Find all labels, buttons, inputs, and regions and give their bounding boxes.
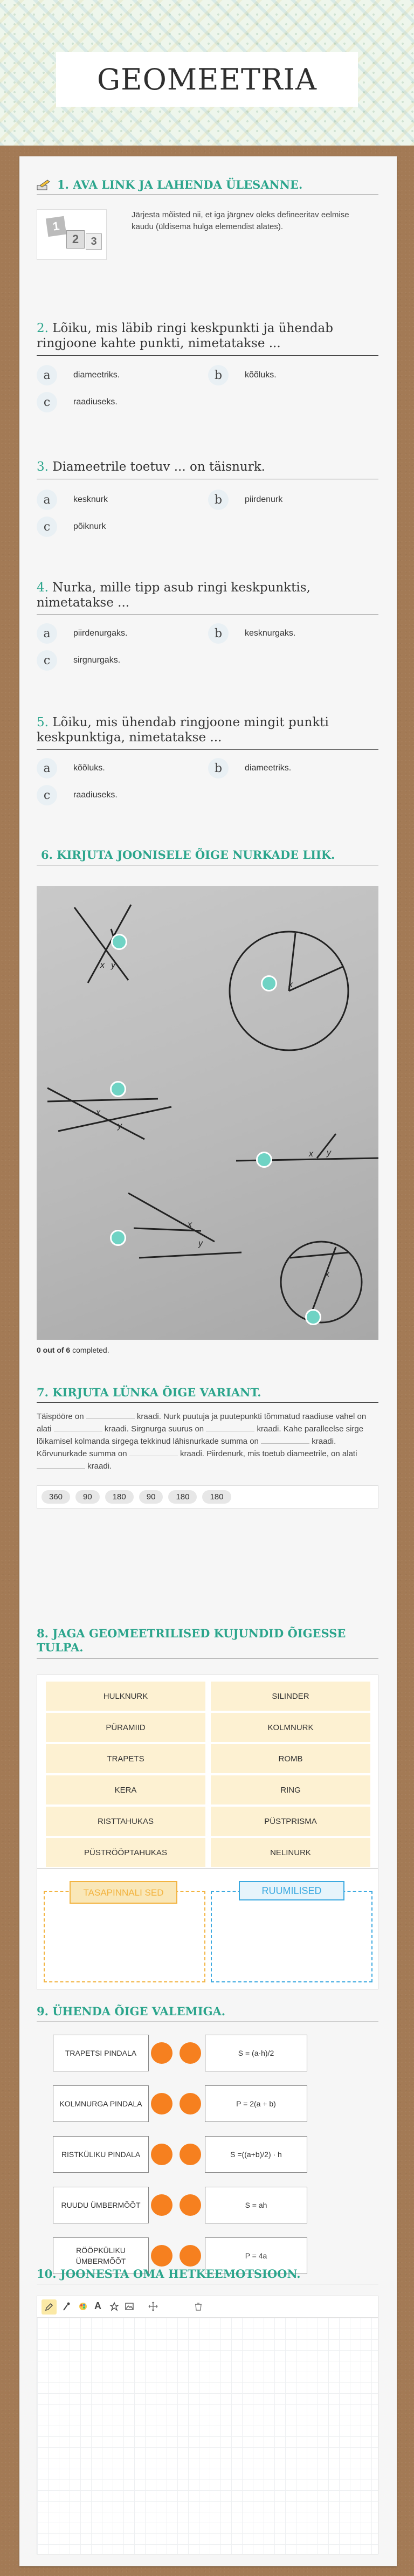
task1-thumbnail[interactable] <box>37 209 107 260</box>
option-letter: b <box>208 490 229 510</box>
page-title: GEOMEETRIA <box>97 62 317 97</box>
angle-label-x: x <box>188 1220 192 1229</box>
text-segment: Täispööre on <box>37 1412 84 1421</box>
match-right-item[interactable]: P = 2(a + b) <box>205 2085 307 2122</box>
page-header <box>0 0 414 146</box>
choice-pill[interactable]: 180 <box>168 1490 197 1504</box>
choice-pill[interactable]: 180 <box>202 1490 231 1504</box>
task6-progress <box>37 1346 378 1354</box>
divider <box>37 749 378 750</box>
palette-icon[interactable] <box>78 2302 88 2314</box>
question-text <box>37 459 378 474</box>
option-letter: a <box>37 623 57 644</box>
question-number: 3. <box>37 460 49 474</box>
sort-item[interactable]: PÜRAMIID <box>46 1713 205 1742</box>
option-letter: c <box>37 785 57 805</box>
angle-label-y: y <box>327 1148 331 1158</box>
match-right-item[interactable]: S = ah <box>205 2187 307 2223</box>
task10-section <box>37 2267 378 2284</box>
bucket-solid-ribbon: RUUMILISED <box>239 1881 344 1900</box>
match-right-item[interactable]: P = 4a <box>205 2237 307 2274</box>
drawing-board[interactable] <box>37 2296 378 2554</box>
choice-pill[interactable]: 360 <box>42 1490 70 1504</box>
progress-label: completed. <box>70 1346 109 1354</box>
option-label: kesknurgaks. <box>245 629 296 638</box>
option-letter: b <box>208 623 229 644</box>
task9-heading: 9. ÜHENDA ÕIGE VALEMIGA. <box>37 2005 226 2018</box>
match-left-item[interactable]: RISTKÜLIKU PINDALA <box>53 2136 149 2173</box>
option-b[interactable] <box>208 490 282 510</box>
title-box <box>56 52 358 107</box>
option-label: diameetriks. <box>73 370 120 380</box>
hotspot[interactable] <box>110 1230 126 1246</box>
thumb-number-card: 3 <box>86 233 102 250</box>
angles-photo <box>37 886 378 1340</box>
sort-item[interactable]: HULKNURK <box>46 1682 205 1711</box>
hotspot[interactable] <box>110 1081 126 1097</box>
sort-item[interactable]: SILINDER <box>211 1682 370 1711</box>
task9-section <box>37 2005 378 2022</box>
buckets-panel <box>37 1869 378 1989</box>
sort-item[interactable]: PÜSTRÖÖPTAHUKAS <box>46 1838 205 1867</box>
option-label: piirdenurk <box>245 495 283 504</box>
sort-item[interactable]: NELINURK <box>211 1838 370 1867</box>
question-2 <box>37 321 378 423</box>
option-label: kõõluks. <box>73 763 105 773</box>
task6-heading: 6. KIRJUTA JOONISELE ÕIGE NURKADE LIIK. <box>41 848 335 862</box>
option-a[interactable] <box>37 365 120 385</box>
choice-pill[interactable]: 90 <box>75 1490 100 1504</box>
thumb-number-card: 1 <box>46 216 66 237</box>
task8-section <box>37 1627 378 1658</box>
text-segment: kraadi. Kõrvunurkade summa on <box>37 1437 336 1458</box>
option-label: piirdenurgaks. <box>73 629 128 638</box>
option-a[interactable] <box>37 490 108 510</box>
task1-heading: 1. AVA LINK JA LAHENDA ÜLESANNE. <box>57 178 303 191</box>
option-b[interactable] <box>208 758 291 779</box>
match-handle[interactable] <box>180 2194 201 2216</box>
question-3 <box>37 459 378 546</box>
move-icon[interactable] <box>148 2302 158 2314</box>
angle-label-x: x <box>96 1108 100 1117</box>
match-handle[interactable] <box>180 2042 201 2064</box>
question-number: 4. <box>37 581 49 595</box>
text-segment: kraadi. Sirgnurga suurus on <box>104 1424 204 1434</box>
option-label: põiknurk <box>73 522 106 531</box>
option-label: diameetriks. <box>245 763 292 773</box>
sort-item[interactable]: KERA <box>46 1775 205 1804</box>
match-left-item[interactable]: TRAPETSI PINDALA <box>53 2035 149 2071</box>
match-left-item[interactable]: KOLMNURGA PINDALA <box>53 2085 149 2122</box>
text-segment: kraadi. Kahe paralleelse sirge lõikamisel kolmanda sirgega tekkinud lähisnurkade summa on <box>37 1424 364 1446</box>
choices-tray <box>37 1485 378 1509</box>
match-handle[interactable] <box>151 2093 172 2114</box>
progress-count: 0 out of 6 <box>37 1346 71 1354</box>
option-c[interactable] <box>37 650 120 671</box>
divider <box>37 1402 378 1403</box>
question-4 <box>37 580 378 683</box>
option-letter: a <box>37 490 57 510</box>
option-c[interactable] <box>37 516 106 537</box>
option-label: raadiuseks. <box>73 790 118 800</box>
option-label: kesknurk <box>73 495 108 504</box>
match-right-item[interactable]: S =((a+b)/2) · h <box>205 2136 307 2173</box>
option-letter: a <box>37 365 57 385</box>
text-segment: kraadi. Piirdenurk, mis toetub diameetrile, on alati <box>180 1449 357 1458</box>
option-a[interactable] <box>37 758 105 779</box>
option-label: kõõluks. <box>245 370 277 380</box>
hotspot[interactable] <box>261 975 277 991</box>
text-segment: kraadi. Nurk puutuja ja puutepunkti tõmmatud raadiuse vahel on alati <box>37 1412 367 1434</box>
bucket-solid[interactable] <box>211 1891 372 1982</box>
sort-item[interactable]: RING <box>211 1775 370 1804</box>
question-body: Lõiku, mis ühendab ringjoone mingit punkti keskpunktiga, nimetatakse ... <box>37 715 329 745</box>
bucket-flat[interactable] <box>44 1891 205 1982</box>
pencil-icon <box>37 179 51 191</box>
drawing-toolbar <box>37 2296 378 2318</box>
task8-heading: 8. JAGA GEOMEETRILISED KUJUNDID ÕIGESSE TULPA. <box>37 1627 346 1654</box>
question-text <box>37 321 378 351</box>
angle-label-x: x <box>325 1270 329 1279</box>
match-right-item[interactable]: S = (a·h)/2 <box>205 2035 307 2071</box>
question-body: Lõiku, mis läbib ringi keskpunkti ja ühendab ringjoone kahte punkti, nimetatakse ... <box>37 321 333 350</box>
task7-section <box>37 1386 378 1509</box>
option-c[interactable] <box>37 785 118 805</box>
bucket-flat-ribbon: TASAPINNALI SED <box>70 1881 177 1904</box>
match-handle[interactable] <box>151 2042 172 2064</box>
divider <box>37 2021 378 2022</box>
question-text <box>37 715 378 745</box>
match-handle[interactable] <box>151 2245 172 2267</box>
match-handle[interactable] <box>151 2194 172 2216</box>
sort-item[interactable]: RISTTAHUKAS <box>46 1807 205 1836</box>
task7-heading: 7. KIRJUTA LÜNKA ÕIGE VARIANT. <box>37 1386 261 1399</box>
blank-slot[interactable] <box>37 1468 85 1469</box>
text-icon[interactable]: A <box>94 2301 101 2311</box>
question-number: 5. <box>37 715 49 729</box>
task1-section <box>37 178 378 260</box>
question-text <box>37 580 378 610</box>
match-handle[interactable] <box>180 2245 201 2267</box>
angles-drawing <box>37 886 378 1340</box>
angle-label-x: x <box>288 980 293 989</box>
content-card <box>19 156 397 2566</box>
option-c[interactable] <box>37 392 118 412</box>
question-body: Diameetrile toetuv ... on täisnurk. <box>52 460 265 474</box>
match-left-item[interactable]: RUUDU ÜMBERMÕÕT <box>53 2187 149 2223</box>
match-handle[interactable] <box>180 2093 201 2114</box>
sort-items-panel <box>37 1675 378 1869</box>
blank-slot[interactable] <box>261 1443 309 1444</box>
hotspot[interactable] <box>305 1309 321 1325</box>
trash-icon[interactable] <box>194 2302 203 2314</box>
match-handle[interactable] <box>151 2144 172 2165</box>
sort-item[interactable]: TRAPETS <box>46 1744 205 1773</box>
angle-label-y: y <box>118 1121 122 1131</box>
task1-description: Järjesta mõisted nii, et iga järgnev oleks defineeritav eelmise kaudu (üldisema hulga elemendist alates). <box>132 210 349 231</box>
shapes-icon[interactable] <box>109 2302 119 2314</box>
hotspot[interactable] <box>111 934 127 950</box>
thumb-number-card: 2 <box>66 230 85 249</box>
image-icon[interactable] <box>125 2302 134 2314</box>
task10-heading: 10. JOONESTA OMA HETKEEMOTSIOON. <box>37 2267 301 2281</box>
brush-icon[interactable] <box>62 2302 72 2314</box>
option-letter: a <box>37 758 57 779</box>
question-number: 2. <box>37 321 49 335</box>
option-label: raadiuseks. <box>73 397 118 407</box>
choice-pill[interactable]: 180 <box>105 1490 134 1504</box>
divider <box>37 355 378 356</box>
sort-item[interactable]: ROMB <box>211 1744 370 1773</box>
match-handle[interactable] <box>180 2144 201 2165</box>
option-letter: c <box>37 650 57 671</box>
sort-item[interactable]: PÜSTPRISMA <box>211 1807 370 1836</box>
option-letter: c <box>37 516 57 537</box>
option-label: sirgnurgaks. <box>73 656 121 665</box>
angle-label-y: y <box>198 1239 203 1248</box>
option-letter: c <box>37 392 57 412</box>
angle-label-y: y <box>111 961 115 970</box>
option-letter: b <box>208 758 229 779</box>
fill-in-text <box>37 1410 378 1472</box>
sort-item[interactable]: KOLMNURK <box>211 1713 370 1742</box>
text-segment: kraadi. <box>87 1462 112 1471</box>
question-body: Nurka, mille tipp asub ringi keskpunktis, nimetatakse ... <box>37 581 310 610</box>
angle-label-x: x <box>100 961 105 970</box>
question-5 <box>37 715 378 817</box>
match-left-item[interactable]: RÖÖPKÜLIKU ÜMBERMÕÕT <box>53 2237 149 2274</box>
option-b[interactable] <box>208 365 277 385</box>
pencil-icon[interactable] <box>42 2299 57 2315</box>
option-a[interactable] <box>37 623 128 644</box>
choice-pill[interactable]: 90 <box>139 1490 163 1504</box>
matching-area <box>37 2026 378 2279</box>
task6-section <box>37 848 378 865</box>
angle-label-x: x <box>309 1149 313 1159</box>
option-letter: b <box>208 365 229 385</box>
option-b[interactable] <box>208 623 295 644</box>
hotspot[interactable] <box>256 1152 272 1168</box>
blank-slot[interactable] <box>86 1418 135 1419</box>
